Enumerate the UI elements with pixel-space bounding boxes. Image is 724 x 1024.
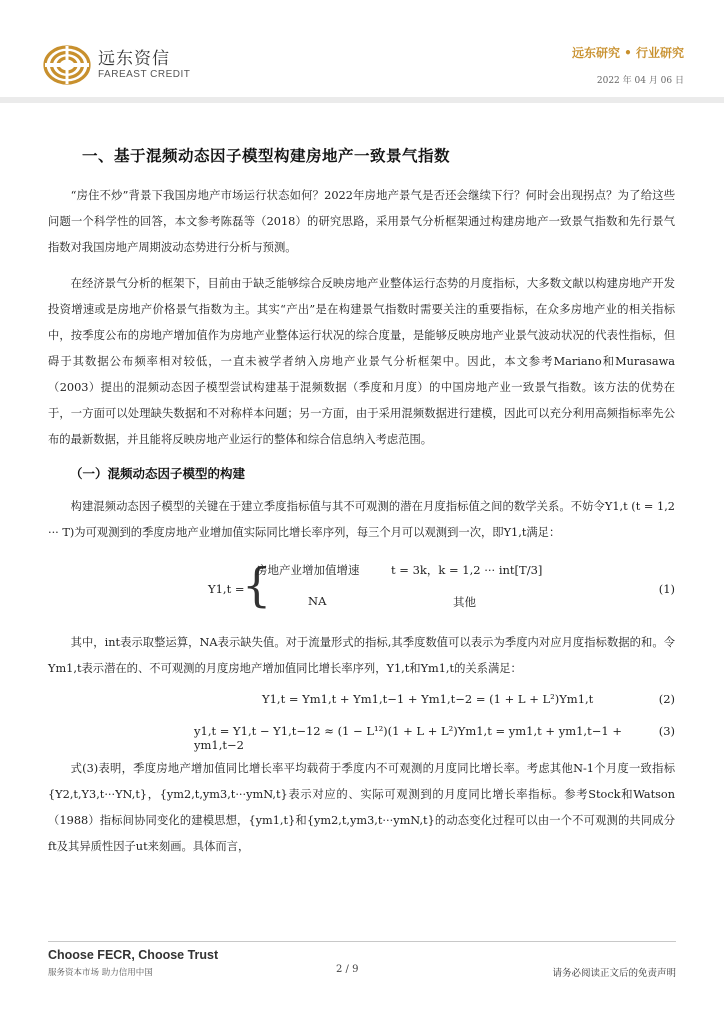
eq2-formula: Y1,t = Ym1,t + Ym1,t−1 + Ym1,t−2 = (1 + L + L²)Ym1,t	[262, 692, 594, 706]
footer-subslogan: 服务资本市场 助力信用中国	[48, 968, 153, 978]
eq1-case2: NA	[308, 594, 327, 608]
paragraph-model: 构建混频动态因子模型的关键在于建立季度指标值与其不可观测的潜在月度指标值之间的数学关系。不妨令Y1,t (t = 1,2 ··· T)为可观测到的季度房地产业增加值实际同比增长率序列，每三个月可以观测到一次，即Y1,t满足：	[48, 500, 675, 539]
paragraph-intro: “房住不炒”背景下我国房地产市场运行状态如何？2022年房地产景气是否还会继续下行？何时会出现拐点？为了给这些问题一个科学性的回答，本文参考陈磊等（2018）的研究思路，采用景气分析框架通过构建房地产一致景气指数和先行景气指数对我国房地产周期波动态势进行分析与预测。	[48, 189, 675, 254]
eq1-number: (1)	[658, 582, 675, 596]
section-title: 一、基于混频动态因子模型构建房地产一致景气指数	[82, 147, 451, 165]
page-header	[0, 0, 724, 103]
eq1-lhs: Y1,t =	[208, 582, 245, 596]
subsection-title: （一）混频动态因子模型的构建	[70, 466, 246, 481]
footer-divider	[48, 941, 676, 942]
equation-1	[48, 558, 675, 618]
fareast-logo-icon	[42, 43, 92, 87]
header-divider	[0, 97, 724, 103]
logo-name-en: FAREAST CREDIT	[98, 69, 191, 80]
paragraph-flow-indicator: 其中，int表示取整运算，NA表示缺失值。对于流量形式的指标,其季度数值可以表示为季度内对应月度指标数据的和。令Ym1,t表示潜在的、不可观测的月度房地产增加值同比增长率序列，Y1,t和Ym1,t的关系满足：	[48, 636, 675, 675]
eq1-case1: 房地产业增加值增速	[256, 563, 360, 577]
paragraph-eq3-explanation: 式(3)表明，季度房地产增加值同比增长率平均载荷于季度内不可观测的月度同比增长率。考虑其他N-1个月度一致指标{Y2,t,Y3,t···YN,t}，{ym2,t,ym3,t···ymN,t}表示对应的、实际可观测到的月度同比增长率指标。参考Stock和Watson（1988）指标间协同变化的建模思想，{ym1,t}和{ym2,t,ym3,t···ymN,t}的动态变化过程可以由一个不可观测的共同成分ft及其异质性因子ut来刻画。具体而言，	[48, 762, 675, 853]
page-number: 2 / 9	[336, 964, 359, 975]
paragraph-framework: 在经济景气分析的框架下，目前由于缺乏能够综合反映房地产业整体运行态势的月度指标，大多数文献以构建房地产开发投资增速或是房地产价格景气指数为主。其实“产出”是在构建景气指数时需要关注的重要指标，在众多房地产业的相关指标中，按季度公布的房地产增加值作为房地产业整体运行状况的综合度量，是能够反映房地产业景气波动状况的代表性指标，但碍于其数据公布频率相对较低，一直未被学者纳入房地产业景气分析框架中。因此，本文参考Mariano和Murasawa（2003）提出的混频动态因子模型尝试构建基于混频数据（季度和月度）的中国房地产业一致景气指数。该方法的优势在于，一方面可以处理缺失数据和不对称样本问题；另一方面，由于采用混频数据进行建模，因此可以充分利用高频指标率先公布的最新数据，并且能将反映房地产业运行的整体和综合信息纳入考虑范围。	[48, 277, 675, 446]
eq3-number: (3)	[658, 724, 675, 738]
report-date: 2022 年 04 月 06 日	[596, 76, 684, 86]
logo-name-cn: 远东资信	[98, 49, 170, 69]
footer-slogan: Choose FECR, Choose Trust	[48, 948, 219, 962]
report-series: 远东研究 • 行业研究	[571, 46, 684, 60]
eq1-brace: {	[242, 558, 272, 612]
article-body	[48, 145, 675, 860]
eq3-formula: y1,t = Y1,t − Y1,t−12 ≈ (1 − L¹²)(1 + L + L²)Ym1,t = ym1,t + ym1,t−1 + ym1,t−2	[194, 724, 622, 752]
equation-3	[48, 718, 675, 752]
eq1-case1-condition: t = 3k，k = 1,2 ··· int[T/3]	[391, 563, 543, 577]
company-logo	[42, 43, 190, 87]
footer-disclaimer: 请务必阅读正文后的免责声明	[552, 968, 676, 979]
eq2-number: (2)	[658, 692, 675, 706]
equation-2	[48, 686, 675, 714]
eq1-case2-condition: 其他	[453, 595, 476, 609]
